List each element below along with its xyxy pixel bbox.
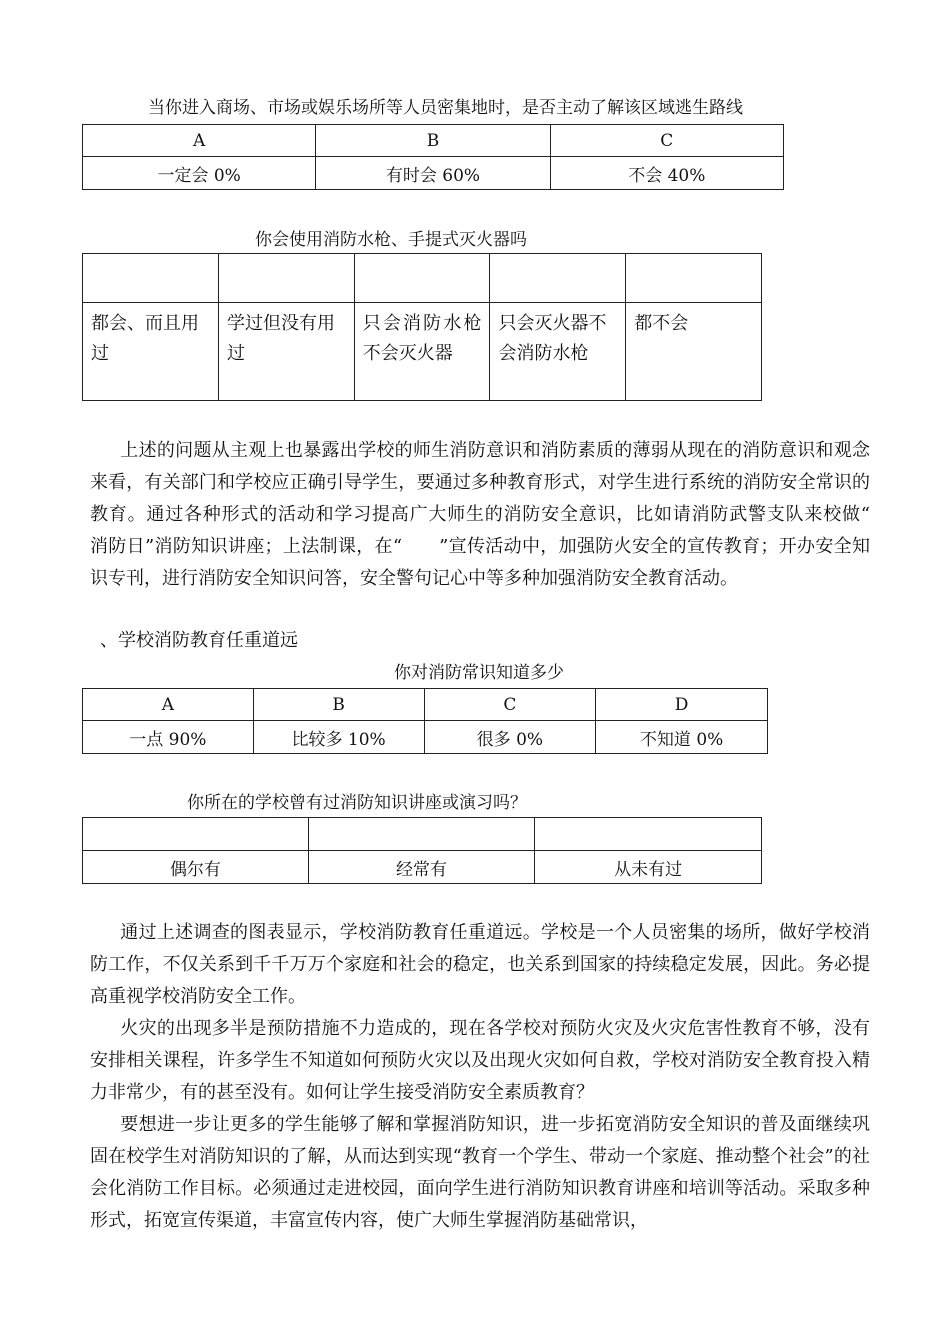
q2-cell-3: 只会消防水枪不会灭火器	[354, 303, 490, 401]
q4-header-3	[535, 818, 762, 851]
q3-cell-d: 不知道 0%	[596, 721, 768, 754]
q4-cell-1: 偶尔有	[83, 851, 309, 884]
paragraph-1-text: 上述的问题从主观上也暴露出学校的师生消防意识和消防素质的薄弱从现在的消防意识和观念来看，有关部门和学校应正确引导学生，要通过多种教育形式，对学生进行系统的消防安全常识的教育。通过各种形式的活动和学习提高广大师生的消防安全意识，比如请消防武警支队来校做“ 消防日”消防知识讲座；上法制课，在“ ”宣传活动中，加强防火安全的宣传教育；开办安全知识专刊，进行消防安全知识问答，安全警句记心中等多种加强消防安全教育活动。	[90, 440, 906, 589]
q3-header-b: B	[253, 689, 424, 721]
q2-title: 你会使用消防水枪、手提式灭火器吗	[255, 230, 527, 250]
q2-header-1	[83, 254, 219, 303]
q3-cell-c: 很多 0%	[424, 721, 596, 754]
q3-cell-a: 一点 90%	[83, 721, 254, 754]
q1-header-b: B	[316, 125, 550, 157]
paragraph-3-text: 火灾的出现多半是预防措施不力造成的，现在各学校对预防火灾及火灾危害性教育不够，没有安排相关课程，许多学生不知道如何预防火灾以及出现火灾如何自救，学校对消防安全教育投入精力非常少，有的甚至没有。如何让学生接受消防安全素质教育？	[90, 1018, 870, 1103]
paragraph-2	[90, 917, 870, 1013]
q3-header-d: D	[596, 689, 768, 721]
q4-table	[82, 817, 762, 884]
q3-header-a: A	[83, 689, 254, 721]
paragraph-2-text: 通过上述调查的图表显示，学校消防教育任重道远。学校是一个人员密集的场所，做好学校消防工作，不仅关系到千千万万个家庭和社会的稳定，也关系到国家的持续稳定发展，因此。务必提高重视学校消防安全工作。	[90, 922, 870, 1007]
q2-cell-2: 学过但没有用过	[218, 303, 354, 401]
q4-title: 你所在的学校曾有过消防知识讲座或演习吗？	[187, 793, 527, 813]
q2-header-3	[354, 254, 490, 303]
q1-cell-a: 一定会 0%	[83, 157, 316, 190]
q1-cell-b: 有时会 60%	[316, 157, 550, 190]
q4-cell-3: 从未有过	[535, 851, 762, 884]
q2-cell-5: 都不会	[626, 303, 762, 401]
section-heading: 、学校消防教育任重道远	[100, 630, 298, 651]
q2-header-4	[490, 254, 626, 303]
q1-title: 当你进入商场、市场或娱乐场所等人员密集地时，是否主动了解该区域逃生路线	[148, 98, 743, 118]
q3-table	[82, 688, 768, 754]
q4-header-1	[83, 818, 309, 851]
paragraph-1	[90, 435, 906, 595]
q2-header-5	[626, 254, 762, 303]
paragraph-3	[90, 1013, 870, 1109]
paragraph-4	[90, 1109, 870, 1237]
q1-table	[82, 124, 784, 190]
q2-cell-1: 都会、而且用过	[83, 303, 219, 401]
q1-header-a: A	[83, 125, 316, 157]
q3-title: 你对消防常识知道多少	[394, 663, 564, 683]
q2-table	[82, 253, 762, 401]
q1-header-c: C	[550, 125, 783, 157]
q1-cell-c: 不会 40%	[550, 157, 783, 190]
q4-cell-2: 经常有	[308, 851, 535, 884]
q2-header-2	[218, 254, 354, 303]
q2-cell-4: 只会灭火器不会消防水枪	[490, 303, 626, 401]
q3-header-c: C	[424, 689, 596, 721]
paragraph-4-text: 要想进一步让更多的学生能够了解和掌握消防知识，进一步拓宽消防安全知识的普及面继续巩固在校学生对消防知识的了解，从而达到实现“教育一个学生、带动一个家庭、推动整个社会”的社会化消防工作目标。必须通过走进校园，面向学生进行消防知识教育讲座和培训等活动。采取多种形式，拓宽宣传渠道，丰富宣传内容，使广大师生掌握消防基础常识，	[90, 1114, 870, 1231]
q4-header-2	[308, 818, 535, 851]
q3-cell-b: 比较多 10%	[253, 721, 424, 754]
